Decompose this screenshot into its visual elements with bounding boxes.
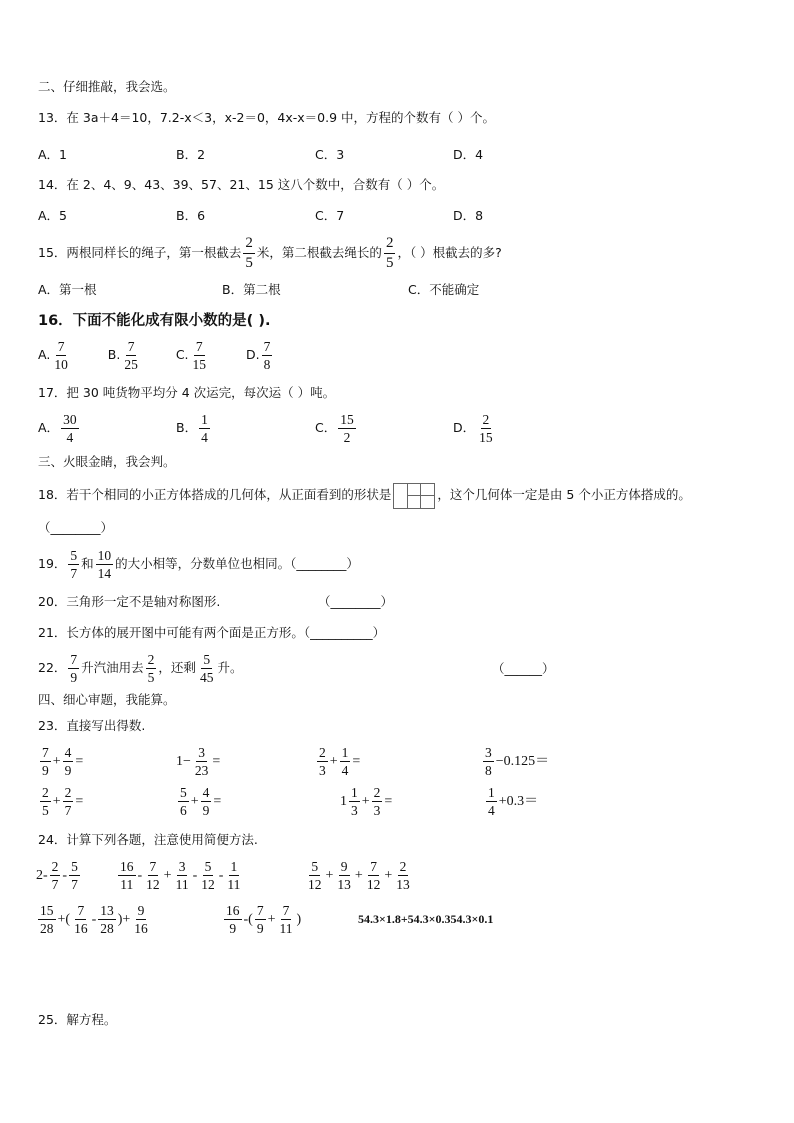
math-symbol: +	[190, 794, 199, 809]
math-symbol: =	[352, 754, 361, 769]
math-symbol: =	[384, 794, 393, 809]
math-symbol: −	[183, 754, 191, 769]
q13-option-a: A．1	[38, 147, 68, 162]
front-view-figure	[393, 483, 435, 509]
math-symbol: +	[329, 754, 338, 769]
fraction: $\frac{1}{4}$	[341, 745, 349, 779]
math-symbol: +	[52, 754, 61, 769]
fraction: $\frac{7}{11}$	[279, 903, 293, 937]
q17-option-b: B． $\frac{1}{4}$	[176, 412, 208, 445]
fraction: $\frac{3}{8}$	[485, 745, 492, 779]
math-symbol: -	[62, 868, 68, 883]
math-symbol: -(	[243, 912, 253, 927]
question-19: 19． $\frac{5}{7}$ 和 $\frac{10}{14}$ 的大小相等，分数单位也相同。（________）	[38, 548, 359, 581]
fraction: $\frac{2}{5}$	[42, 785, 49, 819]
q18-answer-blank[interactable]: （________）	[38, 520, 114, 535]
q16-option-d: D. $\frac{7}{8}$	[245, 339, 271, 372]
q14-option-d: D．8	[453, 208, 484, 223]
math-symbol: =	[212, 754, 221, 769]
q23-expr-8	[484, 784, 538, 820]
math-symbol: +	[163, 868, 172, 883]
q14-option-c: C．7	[315, 208, 345, 223]
q17-option-d: D． $\frac{2}{15}$	[453, 412, 493, 445]
fraction: $\frac{1}{4}$	[488, 785, 495, 819]
fraction: $\frac{2}{7}$	[64, 785, 72, 819]
fraction: $\frac{16}{9}$	[226, 903, 240, 937]
fraction: $\frac{7}{12}$	[366, 859, 381, 893]
fraction: $\frac{7}{9}$	[256, 903, 264, 937]
section-2-heading: 二、仔细推敲，我会选。	[38, 79, 176, 94]
q23-expr-2	[176, 744, 220, 780]
math-symbol: )	[296, 912, 302, 927]
q23-expr-3	[315, 744, 360, 780]
fraction: $\frac{9}{16}$	[134, 903, 148, 937]
q23-expr-7	[340, 784, 392, 820]
q24-expr-2	[116, 858, 244, 894]
math-symbol: 1	[176, 754, 183, 769]
question-24: 24．计算下列各题，注意使用简便方法.	[38, 832, 258, 847]
q14-option-a: A．5	[38, 208, 68, 223]
question-23: 23．直接写出得数.	[38, 718, 146, 733]
question-17: 17．把 30 吨货物平均分 4 次运完，每次运（ ）吨。	[38, 385, 336, 400]
fraction: $\frac{5}{6}$	[180, 785, 187, 819]
fraction: $\frac{3}{11}$	[175, 859, 189, 893]
math-symbol: =	[75, 794, 84, 809]
fraction: $\frac{5}{12}$	[308, 859, 322, 893]
q16-options	[38, 338, 274, 372]
q14-option-b: B．6	[176, 208, 206, 223]
q19-fraction-1: $\frac{5}{7}$	[70, 548, 78, 581]
math-symbol: =	[213, 794, 222, 809]
question-14: 14．在 2、4、9、43、39、57、21、15 这八个数中，合数有（ ）个。	[38, 177, 445, 192]
q15-fraction-2: $\frac{2}{5}$	[385, 235, 394, 271]
q16-option-c: C. $\frac{7}{15}$	[175, 339, 207, 372]
fraction: $\frac{9}{13}$	[337, 859, 351, 893]
q17-option-c: C． $\frac{15}{2}$	[315, 412, 354, 445]
q23-expr-6	[176, 784, 221, 820]
q15-text-2: 米，第二根截去绳长的	[256, 245, 382, 260]
fraction: $\frac{5}{7}$	[71, 859, 78, 893]
q15-text-1: 15．两根同样长的绳子，第一根截去	[38, 245, 242, 260]
q20-answer-blank[interactable]: （________）	[318, 594, 394, 609]
q15-option-a: A．第一根	[38, 282, 97, 297]
fraction: $\frac{1}{3}$	[351, 785, 358, 819]
question-22: 22． $\frac{7}{9}$ 升汽油用去 $\frac{2}{5}$ ，还剩 $\frac{5}{45}$ 升。	[38, 652, 243, 685]
q17-option-a: A． $\frac{30}{4}$	[38, 412, 77, 445]
q23-expr-5	[38, 784, 83, 820]
fraction: $\frac{13}{28}$	[100, 903, 114, 937]
fraction: $\frac{16}{11}$	[120, 859, 134, 893]
math-symbol: +0.3＝	[498, 794, 539, 809]
fraction: $\frac{4}{9}$	[202, 785, 210, 819]
math-symbol: 1	[340, 794, 347, 809]
q16-option-a: A. $\frac{7}{10}$	[38, 339, 68, 372]
q13-option-d: D．4	[453, 147, 484, 162]
math-symbol: +	[361, 794, 370, 809]
q16-option-b: B. $\frac{7}{25}$	[107, 339, 138, 372]
question-25: 25．解方程。	[38, 1012, 117, 1027]
math-symbol: +	[384, 868, 393, 883]
math-symbol: +	[267, 912, 276, 927]
q22-answer-blank[interactable]: （______）	[492, 661, 555, 676]
q24-expr-1	[36, 858, 82, 894]
fraction: $\frac{5}{12}$	[201, 859, 215, 893]
math-symbol: -	[192, 868, 198, 883]
math-symbol: )+	[117, 912, 131, 927]
q24-expr-6: 54.3×1.8+54.3×0.354.3×0.1	[358, 912, 494, 926]
section-4-heading: 四、细心审题，我能算。	[38, 692, 176, 707]
question-18: 18．若干个相同的小正方体搭成的几何体，从正面看到的形状是 ，这个几何体一定是由 5 个小正方体搭成的。	[38, 482, 691, 509]
question-13: 13．在 3a＋4＝10，7.2-x＜3，x-2＝0，4x-x＝0.9 中，方程的个数有（ ）个。	[38, 110, 495, 125]
question-15	[38, 236, 502, 271]
math-symbol: +	[354, 868, 363, 883]
math-symbol: +	[52, 794, 61, 809]
math-symbol: -	[218, 868, 224, 883]
question-16: 16．下面不能化成有限小数的是( ).	[38, 313, 271, 329]
fraction: $\frac{4}{9}$	[64, 745, 72, 779]
math-symbol: =	[75, 754, 84, 769]
fraction: $\frac{1}{11}$	[227, 859, 241, 893]
question-20: 20．三角形一定不是轴对称图形.	[38, 594, 221, 609]
section-3-heading: 三、火眼金睛，我会判。	[38, 454, 176, 469]
fraction: $\frac{2}{7}$	[51, 859, 59, 893]
q19-fraction-2: $\frac{10}{14}$	[97, 548, 112, 581]
fraction: $\frac{7}{9}$	[42, 745, 49, 779]
fraction: $\frac{7}{16}$	[74, 903, 88, 937]
q23-expr-4	[481, 744, 549, 780]
q23-expr-1	[38, 744, 83, 780]
math-symbol: +(	[57, 912, 71, 927]
math-symbol: +	[325, 868, 334, 883]
math-symbol: -	[91, 912, 97, 927]
fraction: $\frac{2}{3}$	[373, 785, 381, 819]
q15-fraction-1: $\frac{2}{5}$	[245, 235, 253, 271]
fraction: $\frac{3}{23}$	[194, 745, 209, 779]
q24-expr-4	[36, 902, 152, 938]
q13-option-b: B．2	[176, 147, 206, 162]
q24-expr-3	[304, 858, 414, 894]
fraction: $\frac{2}{3}$	[319, 745, 326, 779]
q15-option-b: B．第二根	[222, 282, 281, 297]
fraction: $\frac{7}{12}$	[146, 859, 160, 893]
math-symbol: 2-	[36, 868, 48, 883]
question-21: 21．长方体的展开图中可能有两个面是正方形。（__________）	[38, 625, 386, 640]
math-symbol: −0.125＝	[495, 754, 550, 769]
q13-option-c: C．3	[315, 147, 345, 162]
math-symbol: -	[137, 868, 143, 883]
fraction: $\frac{15}{28}$	[40, 903, 54, 937]
q24-expr-5	[222, 902, 301, 938]
q15-option-c: C．不能确定	[408, 282, 480, 297]
fraction: $\frac{2}{13}$	[396, 859, 410, 893]
q15-text-3: ，（ ）根截去的多?	[397, 245, 502, 260]
